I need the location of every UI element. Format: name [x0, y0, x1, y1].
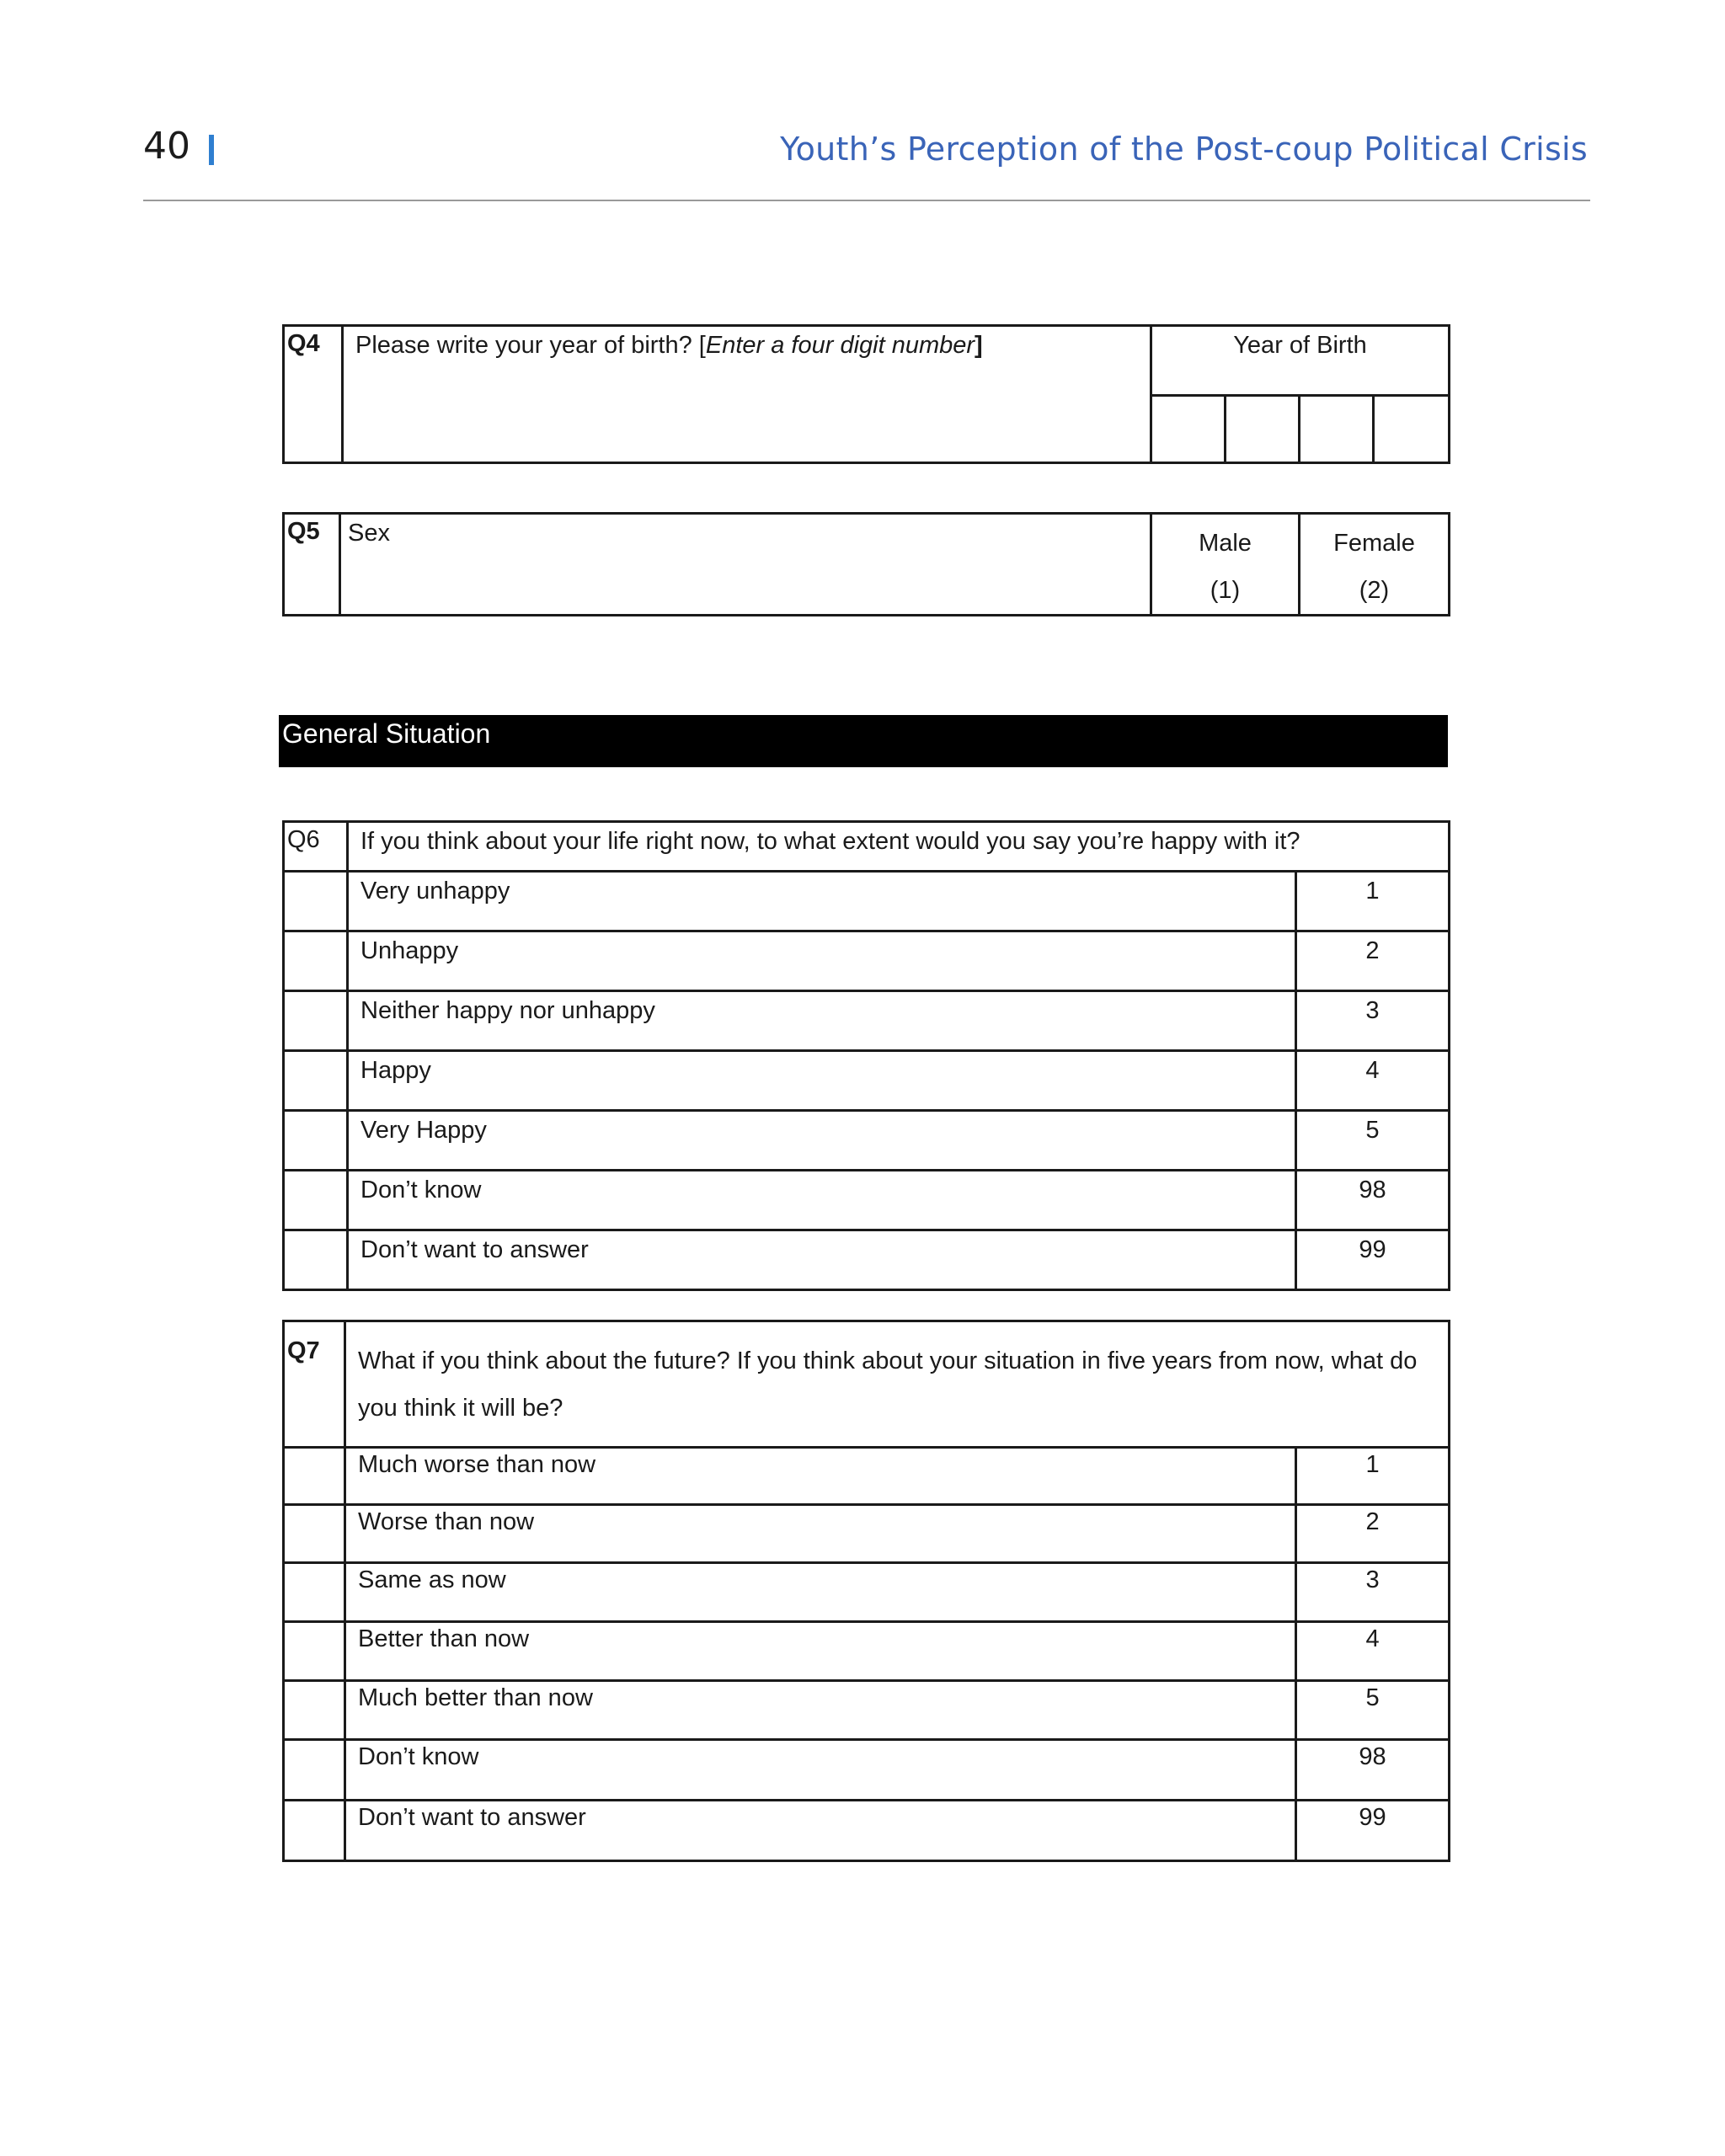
q7-empty-cell — [284, 1681, 345, 1740]
q7-option-row[interactable] — [284, 1681, 1450, 1740]
q7-empty-cell — [284, 1740, 345, 1801]
q6-empty-cell — [284, 931, 348, 991]
option-female-label: Female — [1333, 530, 1415, 557]
q7-empty-cell — [284, 1801, 345, 1861]
q7-empty-cell — [284, 1505, 345, 1563]
q4-question — [343, 326, 1151, 463]
q6-option-label: Happy — [348, 1051, 1296, 1111]
q7-option-row[interactable] — [284, 1801, 1450, 1861]
q6-option-row[interactable] — [284, 1111, 1450, 1171]
q6-option-code: 4 — [1296, 1051, 1450, 1111]
q6-option-label: Very unhappy — [348, 872, 1296, 931]
q6-option-label: Unhappy — [348, 931, 1296, 991]
page-number-divider — [209, 135, 214, 165]
q7-table — [282, 1320, 1450, 1862]
q6-option-row[interactable] — [284, 872, 1450, 931]
year-digit-box-2[interactable] — [1226, 396, 1300, 463]
q7-question: What if you think about the future? If you think about your situation in five years from now, what do you think it will be? — [345, 1321, 1450, 1448]
q6-option-code: 5 — [1296, 1111, 1450, 1171]
running-title: Youth’s Perception of the Post-coup Political Crisis — [780, 131, 1588, 168]
q7-option-row[interactable] — [284, 1505, 1450, 1563]
q7-option-row[interactable] — [284, 1740, 1450, 1801]
q7-option-code: 3 — [1296, 1563, 1450, 1622]
q5-number: Q5 — [284, 514, 340, 616]
q6-option-row[interactable] — [284, 1230, 1450, 1290]
year-digit-box-1[interactable] — [1151, 396, 1226, 463]
q6-empty-cell — [284, 1051, 348, 1111]
q6-option-label: Neither happy nor unhappy — [348, 991, 1296, 1051]
q7-option-label: Don’t know — [345, 1740, 1296, 1801]
header-rule — [143, 200, 1590, 201]
q7-number: Q7 — [284, 1321, 345, 1448]
q7-option-code: 99 — [1296, 1801, 1450, 1861]
q4-number: Q4 — [284, 326, 343, 463]
q6-option-code: 98 — [1296, 1171, 1450, 1230]
q7-option-code: 5 — [1296, 1681, 1450, 1740]
q7-option-row[interactable] — [284, 1448, 1450, 1505]
option-female-code: (2) — [1359, 577, 1390, 604]
section-header-general-situation: General Situation — [279, 715, 1448, 767]
year-digit-box-3[interactable] — [1300, 396, 1374, 463]
q6-option-code: 2 — [1296, 931, 1450, 991]
q4-question-text: Please write your year of birth? [ — [355, 332, 706, 359]
q6-empty-cell — [284, 1230, 348, 1290]
q6-option-label: Don’t want to answer — [348, 1230, 1296, 1290]
q6-option-code: 99 — [1296, 1230, 1450, 1290]
q4-close-bracket: ] — [975, 332, 983, 359]
q7-option-label: Much worse than now — [345, 1448, 1296, 1505]
q6-option-code: 1 — [1296, 872, 1450, 931]
q6-option-row[interactable] — [284, 1051, 1450, 1111]
year-digit-box-4[interactable] — [1374, 396, 1450, 463]
q7-option-code: 2 — [1296, 1505, 1450, 1563]
q6-option-label: Very Happy — [348, 1111, 1296, 1171]
q7-option-row[interactable] — [284, 1563, 1450, 1622]
q6-empty-cell — [284, 1111, 348, 1171]
q6-empty-cell — [284, 991, 348, 1051]
q7-option-code: 1 — [1296, 1448, 1450, 1505]
q6-empty-cell — [284, 1171, 348, 1230]
q7-option-label: Better than now — [345, 1622, 1296, 1681]
q6-option-row[interactable] — [284, 991, 1450, 1051]
option-female[interactable] — [1300, 514, 1450, 616]
q7-option-label: Much better than now — [345, 1681, 1296, 1740]
q6-option-label: Don’t know — [348, 1171, 1296, 1230]
q5-table — [282, 512, 1450, 616]
q6-number: Q6 — [284, 822, 348, 872]
option-male-code: (1) — [1210, 577, 1241, 604]
q7-empty-cell — [284, 1448, 345, 1505]
q4-table — [282, 324, 1450, 464]
q7-empty-cell — [284, 1622, 345, 1681]
option-male-label: Male — [1199, 530, 1252, 557]
q7-option-label: Same as now — [345, 1563, 1296, 1622]
q7-option-label: Don’t want to answer — [345, 1801, 1296, 1861]
year-of-birth-label: Year of Birth — [1151, 326, 1450, 396]
q6-table — [282, 820, 1450, 1291]
q7-option-code: 4 — [1296, 1622, 1450, 1681]
q7-option-row[interactable] — [284, 1622, 1450, 1681]
q6-option-code: 3 — [1296, 991, 1450, 1051]
option-male[interactable] — [1151, 514, 1300, 616]
q7-empty-cell — [284, 1563, 345, 1622]
page-number: 40 — [143, 125, 190, 168]
q6-question: If you think about your life right now, to what extent would you say you’re happy with it? — [348, 822, 1450, 872]
q6-option-row[interactable] — [284, 931, 1450, 991]
q5-question: Sex — [340, 514, 1151, 616]
q4-instruction: Enter a four digit number — [705, 332, 975, 359]
q7-option-label: Worse than now — [345, 1505, 1296, 1563]
q6-option-row[interactable] — [284, 1171, 1450, 1230]
q6-empty-cell — [284, 872, 348, 931]
q7-option-code: 98 — [1296, 1740, 1450, 1801]
